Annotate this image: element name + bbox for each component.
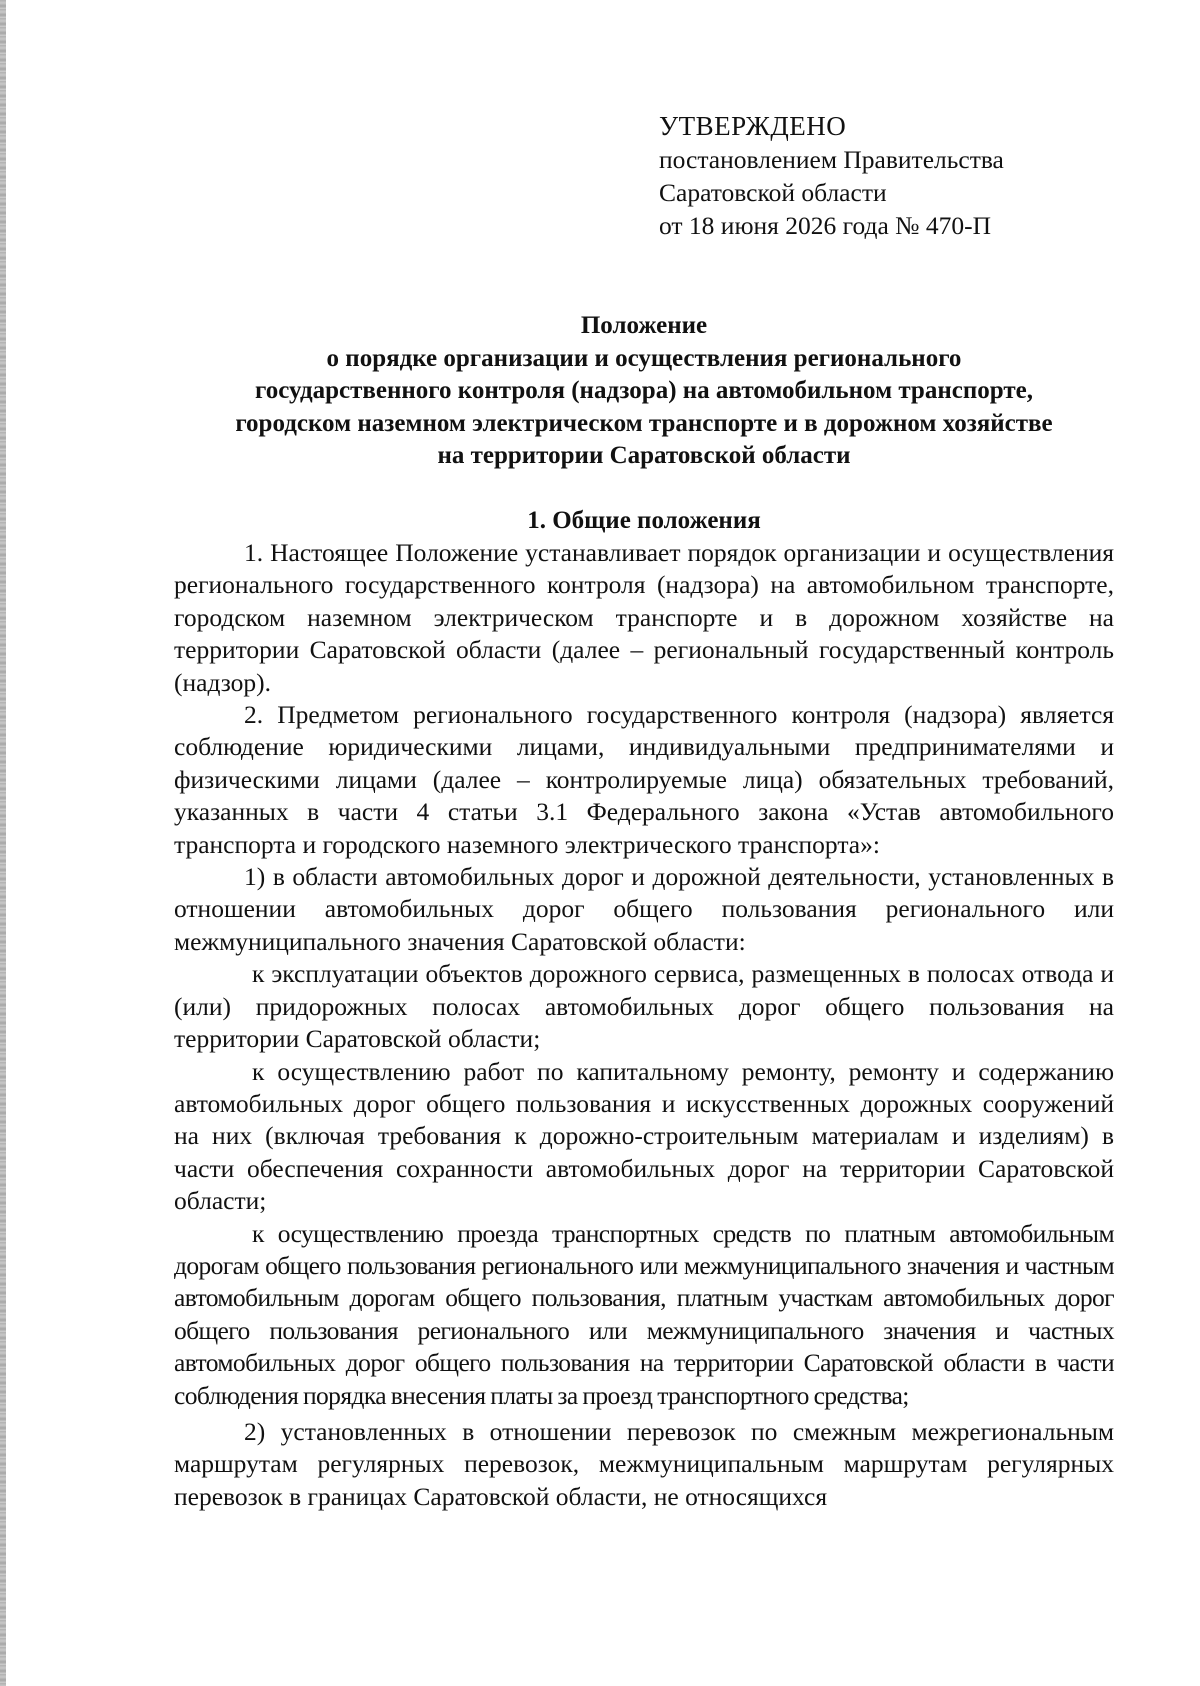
approval-heading: УТВЕРЖДЕНО bbox=[659, 111, 847, 141]
paragraph: 1) в области автомобильных дорог и дорожной деятельности, установленных в отношении автомобильных дорог общего пользования регионального или межмуниципального значения Саратовской области: bbox=[174, 862, 1114, 956]
approval-date-number: от 18 июня 2026 года № 470-П bbox=[659, 211, 991, 240]
section-heading: 1. Общие положения bbox=[527, 507, 761, 534]
paragraph: к осуществлению проезда транспортных средств по платным автомобильным дорогам общего пользования регионального или межмуниципального значения и частным автомобильным дорогам общего пользования, платным участкам автомобильных дорог общего пользования регионального или межмуниципального значения и частных автомобильных дорог общего пользования на территории Саратовской области в части соблюдения порядка внесения платы за проезд транспортного средства; bbox=[174, 1218, 1114, 1410]
title-line: Положение bbox=[580, 312, 708, 339]
approval-line: Саратовской области bbox=[659, 178, 887, 207]
title-line: о порядке организации и осуществления регионального bbox=[326, 344, 962, 372]
section-body bbox=[174, 537, 1114, 1513]
title-line: на территории Саратовской области bbox=[437, 442, 851, 469]
title-line: государственного контроля (надзора) на автомобильном транспорте, bbox=[255, 377, 1033, 404]
paragraph: к эксплуатации объектов дорожного сервиса, размещенных в полосах отвода и (или) придорожных полосах автомобильных дорог общего пользования на территории Саратовской области; bbox=[174, 959, 1114, 1054]
approval-block bbox=[659, 110, 1099, 242]
paragraph: 2. Предметом регионального государственного контроля (надзора) является соблюдение юридическими лицами, индивидуальными предпринимателями и физическими лицами (далее – контролируемые лица) обязательных требований, указанных в части 4 статьи 3.1 Федерального закона «Устав автомобильного транспорта и городского наземного электрического транспорта»: bbox=[174, 700, 1114, 859]
document-title bbox=[174, 310, 1114, 473]
paragraph: 1. Настоящее Положение устанавливает порядок организации и осуществления регионального государственного контроля (надзора) на автомобильном транспорте, городском наземном электрическом транспорте и в дорожном хозяйстве на территории Саратовской области (далее – региональный государственный контроль (надзор). bbox=[174, 538, 1114, 697]
paragraph: 2) установленных в отношении перевозок по смежным межрегиональным маршрутам регулярных перевозок, межмуниципальным маршрутам регулярных перевозок в границах Саратовской области, не относящихся bbox=[174, 1416, 1114, 1511]
title-line: городском наземном электрическом транспорте и в дорожном хозяйстве bbox=[235, 409, 1053, 437]
scan-edge bbox=[0, 0, 6, 1686]
paragraph: к осуществлению работ по капитальному ремонту, ремонту и содержанию автомобильных дорог общего пользования и искусственных дорожных сооружений на них (включая требования к дорожно-строительным материалам и изделиям) в части обеспечения сохранности автомобильных дорог на территории Саратовской области; bbox=[174, 1056, 1114, 1216]
approval-line: постановлением Правительства bbox=[659, 145, 1004, 174]
